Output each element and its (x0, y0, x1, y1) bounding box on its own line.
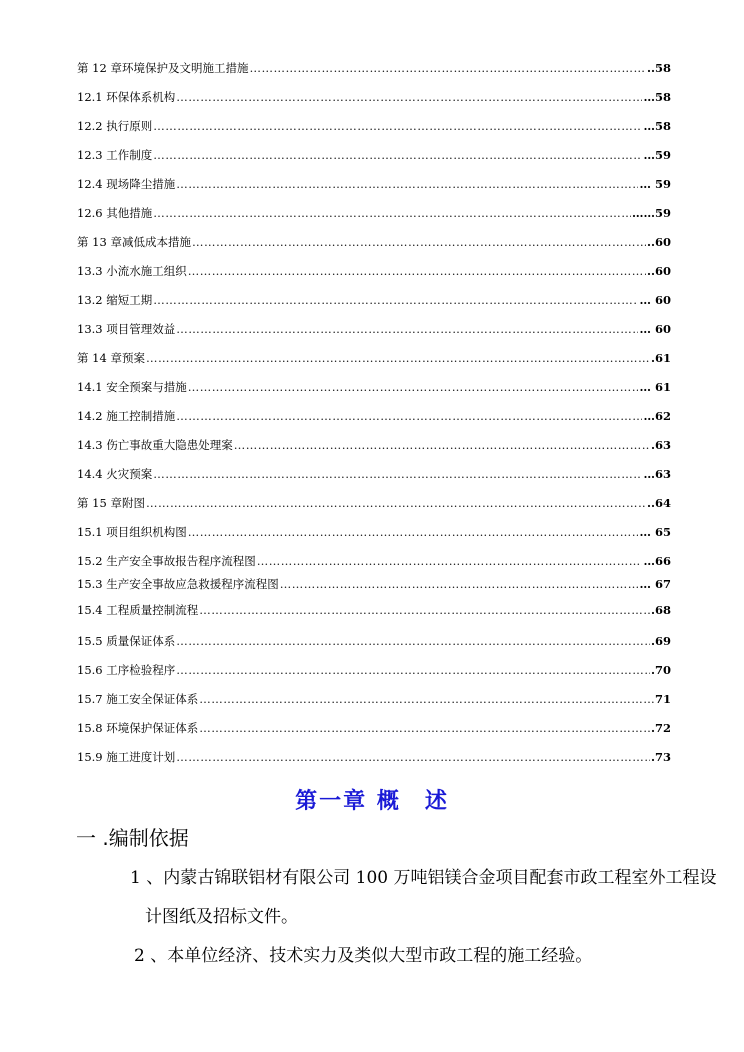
toc-entry-page: 71 (654, 692, 671, 706)
toc-entry[interactable] (77, 632, 671, 648)
toc-entry[interactable] (77, 262, 671, 278)
toc-entry-title: 14.1 安全预案与措施 (77, 380, 187, 394)
toc-entry[interactable] (77, 575, 671, 591)
toc-entry-page: .68 (650, 603, 671, 617)
toc-entry-page: …59 (643, 148, 671, 162)
toc-entry-title: 13.3 小流水施工组织 (77, 264, 187, 278)
toc-leader-dots (188, 380, 639, 394)
toc-entry-page: ……59 (631, 206, 671, 220)
toc-entry-page: .63 (650, 438, 671, 452)
toc-entry-title: 第 15 章附图 (77, 496, 145, 510)
basis-item-1-line-1: 1 、内蒙古锦联铝材有限公司 100 万吨铝镁合金项目配套市政工程室外工程设 (130, 868, 717, 888)
toc-leader-dots (199, 692, 654, 706)
toc-entry-page: … 67 (639, 577, 671, 591)
toc-entry[interactable] (77, 690, 671, 706)
toc-entry-title: 第 12 章环境保护及文明施工措施 (77, 61, 249, 75)
toc-leader-dots (280, 577, 639, 591)
toc-leader-dots (153, 206, 631, 220)
toc-entry-title: 15.9 施工进度计划 (77, 750, 176, 764)
toc-entry-title: 15.7 施工安全保证体系 (77, 692, 199, 706)
toc-entry-title: 14.3 伤亡事故重大隐患处理案 (77, 438, 233, 452)
toc-entry-page: .72 (650, 721, 671, 735)
toc-entry-page: ..60 (646, 235, 671, 249)
toc-leader-dots (176, 322, 638, 336)
toc-entry-page: …62 (643, 409, 671, 423)
toc-leader-dots (249, 61, 646, 75)
toc-entry[interactable] (77, 552, 671, 568)
toc-entry-title: 12.1 环保体系机构 (77, 90, 176, 104)
toc-leader-dots (153, 148, 642, 162)
toc-leader-dots (257, 554, 643, 568)
toc-entry-page: …63 (643, 467, 671, 481)
toc-entry-title: 13.2 缩短工期 (77, 293, 153, 307)
toc-entry-title: 15.6 工序检验程序 (77, 663, 176, 677)
toc-entry-title: 13.3 项目管理效益 (77, 322, 176, 336)
toc-entry[interactable] (77, 320, 671, 336)
toc-entry[interactable] (77, 349, 671, 365)
toc-entry[interactable] (77, 291, 671, 307)
toc-entry-page: ..60 (646, 264, 671, 278)
toc-entry-page: …58 (643, 90, 671, 104)
toc-leader-dots (153, 467, 642, 481)
toc-entry[interactable] (77, 146, 671, 162)
toc-entry[interactable] (77, 233, 671, 249)
toc-entry-page: … 59 (639, 177, 671, 191)
toc-entry-page: … 65 (639, 525, 671, 539)
toc-entry-title: 14.4 火灾预案 (77, 467, 153, 481)
toc-entry[interactable] (77, 494, 671, 510)
toc-entry-page: …58 (643, 119, 671, 133)
toc-entry-title: 12.4 现场降尘措施 (77, 177, 176, 191)
toc-entry[interactable] (77, 436, 671, 452)
toc-entry-title: 15.8 环境保护保证体系 (77, 721, 199, 735)
chapter-title: 第一章 概 述 (295, 789, 449, 814)
basis-item-1-line-2: 计图纸及招标文件。 (145, 907, 298, 927)
toc-entry[interactable] (77, 117, 671, 133)
toc-entry-title: 14.2 施工控制措施 (77, 409, 176, 423)
toc-entry-title: 15.2 生产安全事故报告程序流程图 (77, 554, 256, 568)
toc-entry-title: 15.4 工程质量控制流程 (77, 603, 199, 617)
toc-leader-dots (153, 293, 638, 307)
toc-entry[interactable] (77, 59, 671, 75)
toc-entry[interactable] (77, 378, 671, 394)
toc-leader-dots (188, 264, 646, 278)
toc-leader-dots (176, 634, 650, 648)
toc-entry[interactable] (77, 407, 671, 423)
toc-leader-dots (192, 235, 646, 249)
toc-leader-dots (188, 525, 639, 539)
toc-entry[interactable] (77, 748, 671, 764)
toc-entry[interactable] (77, 465, 671, 481)
toc-leader-dots (153, 119, 642, 133)
toc-leader-dots (176, 90, 642, 104)
toc-entry-title: 15.5 质量保证体系 (77, 634, 176, 648)
toc-entry-title: 第 13 章减低成本措施 (77, 235, 191, 249)
toc-entry-page: .69 (650, 634, 671, 648)
toc-entry-title: 12.6 其他措施 (77, 206, 153, 220)
toc-leader-dots (234, 438, 650, 452)
toc-entry-page: .73 (650, 750, 671, 764)
toc-entry-page: ..64 (646, 496, 671, 510)
section-heading: 一 .编制依据 (76, 826, 189, 850)
toc-entry-page: … 60 (639, 293, 671, 307)
toc-leader-dots (176, 177, 638, 191)
toc-entry[interactable] (77, 204, 671, 220)
toc-entry-title: 15.3 生产安全事故应急救援程序流程图 (77, 577, 279, 591)
toc-entry-page: ..58 (646, 61, 671, 75)
toc-entry[interactable] (77, 719, 671, 735)
toc-entry-page: .70 (650, 663, 671, 677)
toc-leader-dots (146, 351, 650, 365)
toc-entry[interactable] (77, 661, 671, 677)
toc-entry-page: .61 (650, 351, 671, 365)
toc-entry-title: 12.2 执行原则 (77, 119, 153, 133)
toc-entry-page: …66 (643, 554, 671, 568)
toc-entry-page: … 60 (639, 322, 671, 336)
toc-entry-page: … 61 (639, 380, 671, 394)
toc-leader-dots (176, 750, 650, 764)
toc-entry-title: 15.1 项目组织机构图 (77, 525, 187, 539)
toc-entry-title: 12.3 工作制度 (77, 148, 153, 162)
toc-leader-dots (176, 663, 650, 677)
toc-entry-title: 第 14 章预案 (77, 351, 145, 365)
toc-leader-dots (199, 721, 650, 735)
toc-leader-dots (176, 409, 642, 423)
toc-entry[interactable] (77, 601, 671, 617)
toc-entry[interactable] (77, 88, 671, 104)
basis-item-2: 2 、本单位经济、技术实力及类似大型市政工程的施工经验。 (134, 946, 593, 966)
toc-entry[interactable] (77, 523, 671, 539)
toc-leader-dots (146, 496, 646, 510)
toc-entry[interactable] (77, 175, 671, 191)
toc-leader-dots (199, 603, 650, 617)
